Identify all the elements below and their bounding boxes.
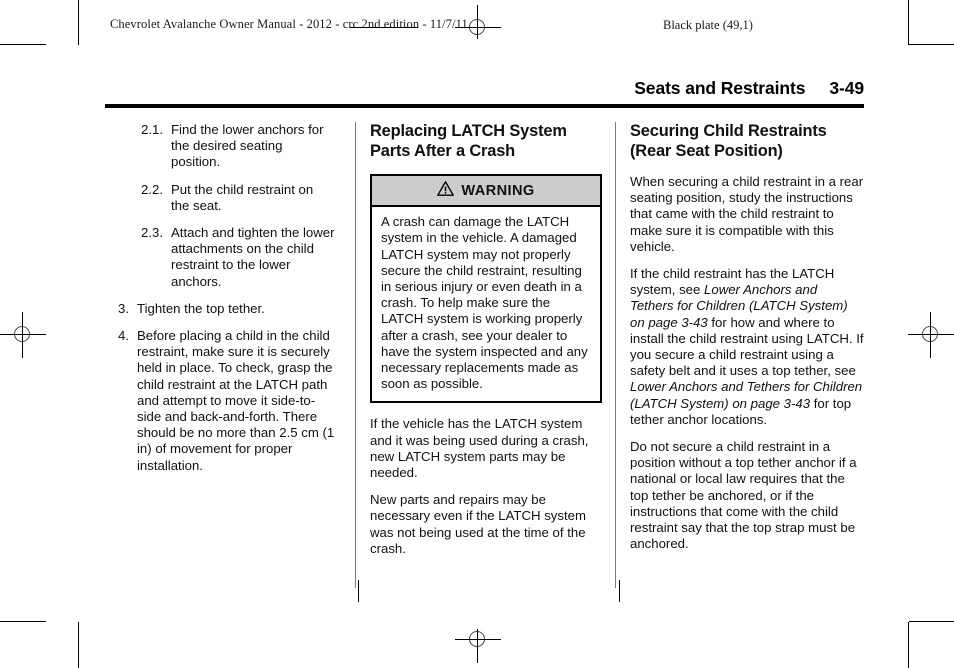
registration-vertical-line <box>930 312 931 358</box>
column-divider-1 <box>355 122 356 588</box>
registration-vertical-line <box>477 5 478 39</box>
page-header <box>105 78 864 99</box>
page-title: Seats and Restraints <box>634 78 806 98</box>
crop-mark-top-right-vertical <box>908 0 909 45</box>
running-head-text: Chevrolet Avalanche Owner Manual - 2012 - crc 2nd edition - 11/7/11 <box>110 17 468 31</box>
list-item-text: Before placing a child in the child restraint, make sure it is securely held in place. To check, grasp the child restraint at the LATCH path and attempt to move it side-to-side and back-and-forth. There should be no more than 2.5 cm (1 in) of movement for proper installation. <box>137 328 335 473</box>
cross-reference-link[interactable]: Lower Anchors and Tethers for Children (LATCH System) on page 3-43 <box>630 379 863 411</box>
column-middle <box>370 122 602 557</box>
paragraph: When securing a child restraint in a rear seating position, study the instructions that came with the child restraint to make sure it is compatible with this vehicle. <box>630 174 864 254</box>
crop-mark-bottom-left-horizontal <box>0 621 46 622</box>
paragraph: If the vehicle has the LATCH system and it was being used during a crash, new LATCH system parts may be needed. <box>370 416 589 481</box>
crop-mark-top-right-horizontal <box>909 44 954 45</box>
paragraph-text-part: If the child restraint has the LATCH system, see <box>630 266 835 298</box>
paragraph-text-part: for how and where to install the child restraint using LATCH. If you secure a child restraint using a safety belt and it uses a top tether, see <box>630 314 864 379</box>
list-item-number: 3. <box>118 300 129 316</box>
crop-mark-top-left-horizontal <box>0 44 46 45</box>
list-item-number: 2.1. <box>141 122 163 137</box>
crop-mark-bottom-center-left <box>358 580 359 602</box>
list-item <box>137 122 335 171</box>
registration-horizontal-line <box>455 639 501 640</box>
warning-box <box>370 174 602 403</box>
warning-triangle-icon <box>437 181 454 200</box>
warning-label: WARNING <box>461 182 535 199</box>
list-item-number: 4. <box>118 328 129 344</box>
warning-box-body: A crash can damage the LATCH system in the vehicle. A damaged LATCH system may not properly secure the child restraint, resulting in serious injury or even death in a crash. To help make sure the LATCH system is working properly after a crash, see your dealer to have the system inspected and any necessary replacements made as soon as possible. <box>381 214 588 392</box>
running-head-rule <box>350 27 418 28</box>
list-item-number: 2.2. <box>141 181 163 197</box>
registration-horizontal-line <box>0 334 46 335</box>
registration-mark-left-center <box>0 312 46 358</box>
paragraph-with-crossrefs <box>630 266 864 428</box>
page-header-rule <box>105 104 864 108</box>
crop-mark-bottom-center-right <box>619 580 620 602</box>
list-item-number: 2.3. <box>141 225 163 241</box>
list-item <box>107 328 335 474</box>
crop-mark-top-left-vertical <box>78 0 79 45</box>
registration-vertical-line <box>477 629 478 663</box>
registration-vertical-line <box>22 312 23 358</box>
list-item <box>107 301 335 317</box>
list-item-text: Tighten the top tether. <box>137 300 265 316</box>
column-divider-2 <box>615 122 616 588</box>
crop-mark-bottom-right-horizontal <box>909 621 954 622</box>
paragraph: New parts and repairs may be necessary even if the LATCH system was not being used at the time of the crash. <box>370 492 586 556</box>
warning-box-header <box>372 176 600 207</box>
crop-mark-bottom-left-vertical <box>78 622 79 668</box>
paragraph: Do not secure a child restraint in a position without a top tether anchor if a national or local law requires that the top tether be anchored, or if the instructions that come with the child restraint say that the top strap must be anchored. <box>630 439 857 552</box>
section-heading-replacing-latch: Replacing LATCH System Parts After a Crash <box>370 122 567 160</box>
cross-reference-link[interactable]: Lower Anchors and Tethers for Children (LATCH System) on page 3-43 <box>630 282 848 330</box>
list-item-text: Attach and tighten the lower attachments on the child restraint to the lower anchors. <box>171 225 335 289</box>
list-item <box>137 225 335 290</box>
column-left <box>107 122 335 485</box>
list-item-text: Find the lower anchors for the desired seating position. <box>171 122 324 170</box>
column-right <box>630 122 864 552</box>
registration-mark-right-center <box>908 312 954 358</box>
list-item <box>137 182 335 214</box>
section-heading-securing-child-restraints: Securing Child Restraints (Rear Seat Position) <box>630 122 827 160</box>
page-number: 3-49 <box>829 78 864 98</box>
paragraph-text-part: for top tether anchor locations. <box>630 395 852 427</box>
list-item-text: Put the child restraint on the seat. <box>171 181 314 213</box>
crop-mark-bottom-right-vertical <box>908 622 909 668</box>
registration-horizontal-line <box>908 334 954 335</box>
black-plate-text: Black plate (49,1) <box>663 18 753 32</box>
registration-mark-bottom-center <box>455 617 501 663</box>
